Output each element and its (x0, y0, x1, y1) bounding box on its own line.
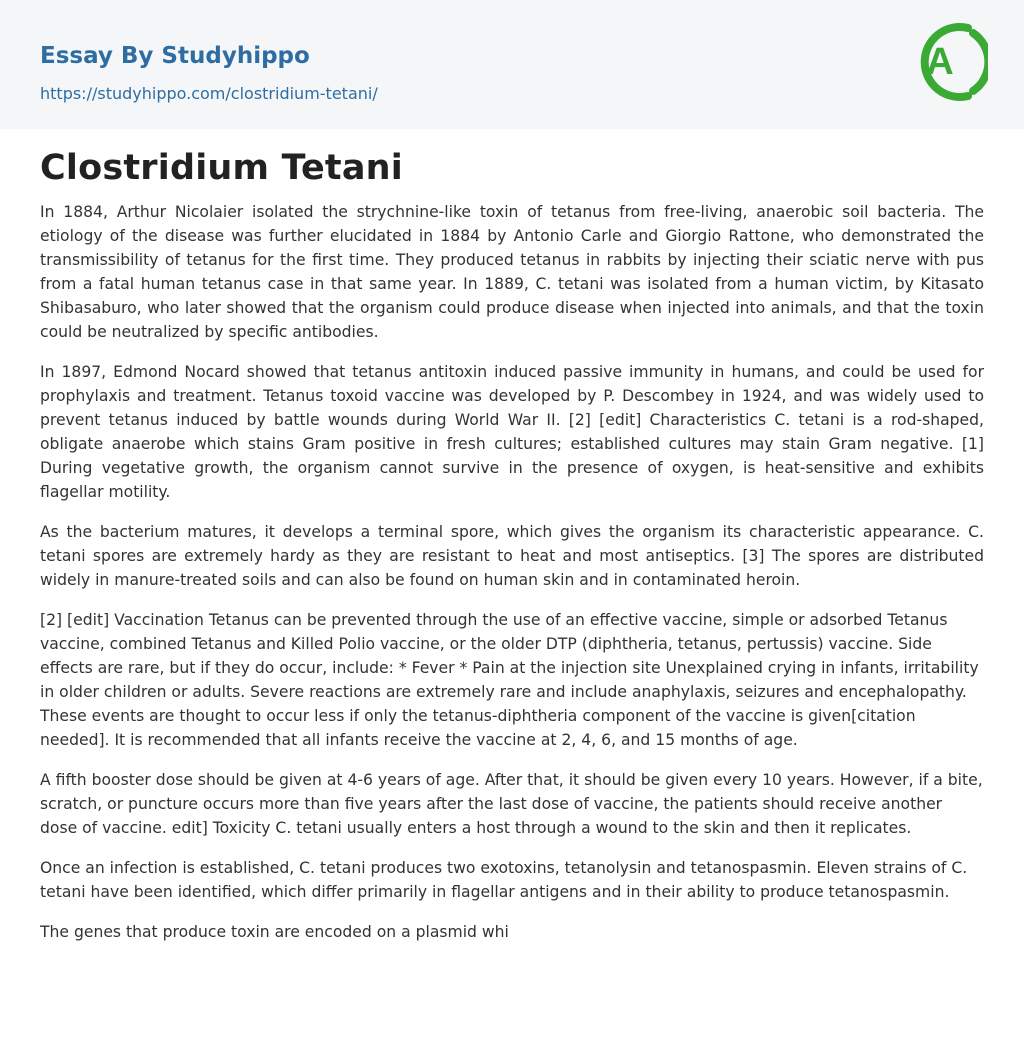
logo-letter: A (926, 41, 954, 83)
article-paragraph: Once an infection is established, C. tetani produces two exotoxins, tetanolysin and tetanospasmin. Eleven strains of C. tetani have been identified, which differ primarily in flagellar antigens and in their ability to produce tetanospasmin. (40, 859, 968, 901)
article (40, 140, 984, 944)
article-paragraph: In 1884, Arthur Nicolaier isolated the strychnine-like toxin of tetanus from free-living, anaerobic soil bacteria. The etiology of the disease was further elucidated in 1884 by Antonio Carle and Giorgio Rattone, who demonstrated the transmissibility of tetanus for the first time. They produced tetanus in rabbits by injecting their sciatic nerve with pus from a fatal human tetanus case in that same year. In 1889, C. tetani was isolated from a human victim, by Kitasato Shibasaburo, who later showed that the organism could produce disease when injected into animals, and that the toxin could be neutralized by specific antibodies. (40, 203, 984, 341)
article-paragraph: In 1897, Edmond Nocard showed that tetanus antitoxin induced passive immunity in humans, and could be used for prophylaxis and treatment. Tetanus toxoid vaccine was developed by P. Descombey in 1924, and was widely used to prevent tetanus induced by battle wounds during World War II. [2] [edit] Characteristics C. tetani is a rod-shaped, obligate anaerobe which stains Gram positive in fresh cultures; established cultures may stain Gram negative. [1] During vegetative growth, the organism cannot survive in the presence of oxygen, is heat-sensitive and exhibits flagellar motility. (40, 363, 984, 501)
article-url-link[interactable]: https://studyhippo.com/clostridium-tetani/ (40, 84, 378, 103)
article-paragraph: [2] [edit] Vaccination Tetanus can be prevented through the use of an effective vaccine, simple or adsorbed Tetanus vaccine, combined Tetanus and Killed Polio vaccine, or the older DTP (diphtheria, tetanus, pertussis) vaccine. Side effects are rare, but if they do occur, include: * Fever * Pain at the injection site Unexplained crying in infants, irritability in older children or adults. Severe reactions are extremely rare and include anaphylaxis, seizures and encephalopathy. These events are thought to occur less if only the tetanus-diphtheria component of the vaccine is given[citation needed]. It is recommended that all infants receive the vaccine at 2, 4, 6, and 15 months of age. (40, 611, 979, 749)
site-header (0, 0, 1024, 129)
site-brand[interactable]: Essay By Studyhippo (40, 43, 310, 69)
studyhippo-logo-icon[interactable] (912, 19, 988, 105)
page-title: Clostridium Tetani (40, 148, 403, 188)
article-paragraph: As the bacterium matures, it develops a terminal spore, which gives the organism its characteristic appearance. C. tetani spores are extremely hardy as they are resistant to heat and most antiseptics. [3] The spores are distributed widely in manure-treated soils and can also be found on human skin and in contaminated heroin. (40, 523, 984, 589)
article-paragraph-truncated: The genes that produce toxin are encoded on a plasmid whi (40, 923, 509, 941)
article-paragraph: A fifth booster dose should be given at 4-6 years of age. After that, it should be given every 10 years. However, if a bite, scratch, or puncture occurs more than five years after the last dose of vaccine, the patients should receive another dose of vaccine. edit] Toxicity C. tetani usually enters a host through a wound to the skin and then it replicates. (40, 771, 983, 837)
